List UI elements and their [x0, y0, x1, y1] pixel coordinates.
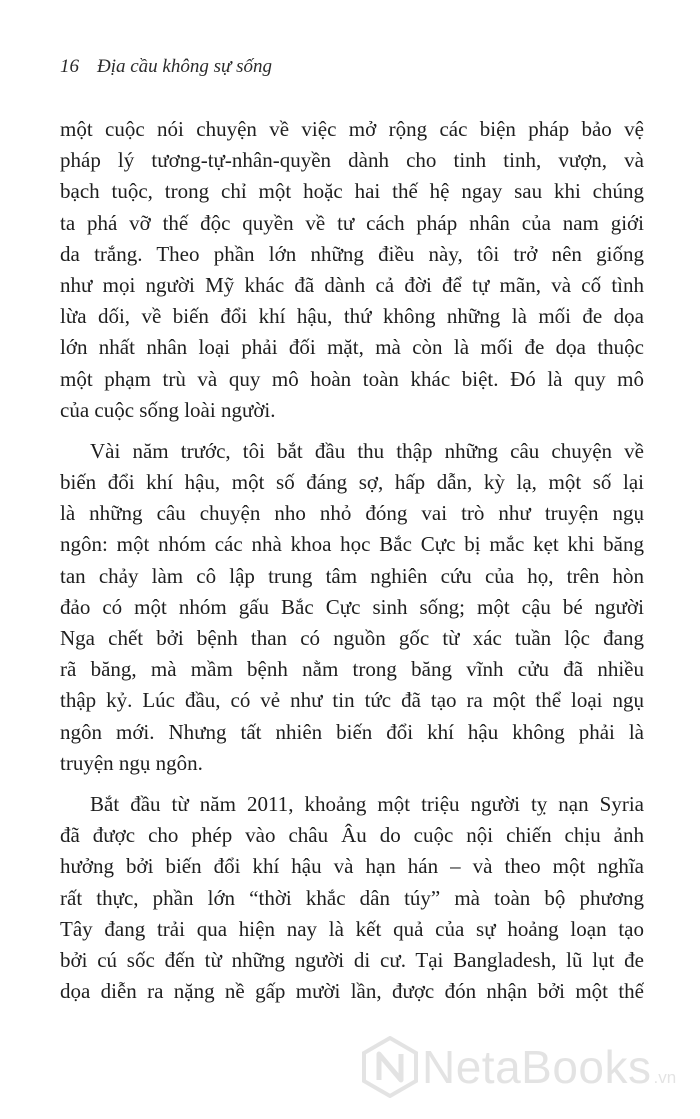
text-line: Bắt đầu từ năm 2011, khoảng một triệu người tỵ nạn Syria	[90, 791, 644, 816]
paragraph	[60, 114, 644, 426]
text-line: bởi cú sốc đến từ những người di cư. Tại Bangladesh, lũ lụt đe	[60, 947, 644, 972]
chapter-title: Địa cầu không sự sống	[97, 56, 273, 77]
text-line: ta phá vỡ thế độc quyền về tư cách pháp nhân của nam giới	[60, 210, 644, 235]
text-line: thập kỷ. Lúc đầu, có vẻ như tin tức đã tạo ra một thể loại ngụ	[60, 688, 644, 713]
text-line: lớn nhất nhân loại phải đối mặt, mà còn là mối đe dọa thuộc	[60, 335, 644, 360]
text-line: Vài năm trước, tôi bắt đầu thu thập những câu chuyện về	[90, 438, 644, 463]
text-line: dọa diễn ra nặng nề gấp mười lần, được đón nhận bởi một thế	[60, 979, 644, 1004]
page-number: 16	[60, 56, 79, 77]
text-line: tan chảy làm cô lập trung tâm nghiên cứu của họ, trên hòn	[60, 563, 644, 588]
text-line: ngôn: một nhóm các nhà khoa học Bắc Cực bị mắc kẹt khi băng	[60, 532, 644, 557]
text-line: ngôn mới. Nhưng tất nhiên biến đổi khí hậu không phải là	[60, 719, 644, 744]
text-line: đảo có một nhóm gấu Bắc Cực sinh sống; một cậu bé người	[60, 594, 644, 619]
running-header	[60, 56, 272, 78]
paragraph-gap	[60, 779, 644, 789]
netabooks-logo-icon	[362, 1036, 418, 1098]
text-line: rã băng, mà mầm bệnh nằm trong băng vĩnh cửu đã nhiều	[60, 657, 644, 682]
paragraph	[60, 436, 644, 779]
text-line: là những câu chuyện nho nhỏ đóng vai trò như truyện ngụ	[60, 501, 644, 526]
text-line: như mọi người Mỹ khác đã dành cả đời để tự mãn, và cố tình	[60, 272, 644, 297]
text-line: Nga chết bởi bệnh than có nguồn gốc từ xác tuần lộc đang	[60, 626, 644, 650]
paragraph	[60, 789, 644, 1007]
text-line: đã được cho phép vào châu Âu do cuộc nội chiến chịu ảnh	[60, 823, 644, 848]
text-line: bạch tuộc, trong chỉ một hoặc hai thế hệ ngay sau khi chúng	[60, 179, 644, 204]
text-line: hưởng bởi biến đổi khí hậu và hạn hán – và theo một nghĩa	[60, 854, 644, 879]
watermark-suffix: .vn	[653, 1068, 677, 1087]
watermark	[362, 1036, 676, 1098]
text-line: da trắng. Theo phần lớn những điều này, tôi trở nên giống	[60, 241, 644, 266]
text-line: biến đổi khí hậu, một số đáng sợ, hấp dẫn, kỳ lạ, một số lại	[60, 470, 644, 495]
body-text	[60, 114, 644, 1007]
text-line: một cuộc nói chuyện về việc mở rộng các biện pháp bảo vệ	[60, 117, 644, 141]
paragraph-gap	[60, 426, 644, 436]
text-line: của cuộc sống loài người.	[60, 397, 276, 422]
text-line: lừa dối, về biến đổi khí hậu, thứ không những là mối đe dọa	[60, 304, 644, 329]
text-line: một phạm trù và quy mô hoàn toàn khác biệt. Đó là quy mô	[60, 366, 644, 391]
text-line: pháp lý tương-tự-nhân-quyền dành cho tinh tinh, vượn, và	[60, 148, 644, 173]
text-line: rất thực, phần lớn “thời khắc dân túy” mà toàn bộ phương	[60, 885, 644, 910]
text-line: truyện ngụ ngôn.	[60, 750, 203, 775]
watermark-brand: NetaBooks	[422, 1041, 652, 1093]
text-line: Tây đang trải qua hiện nay là kết quả của sự hoảng loạn tạo	[60, 916, 644, 941]
